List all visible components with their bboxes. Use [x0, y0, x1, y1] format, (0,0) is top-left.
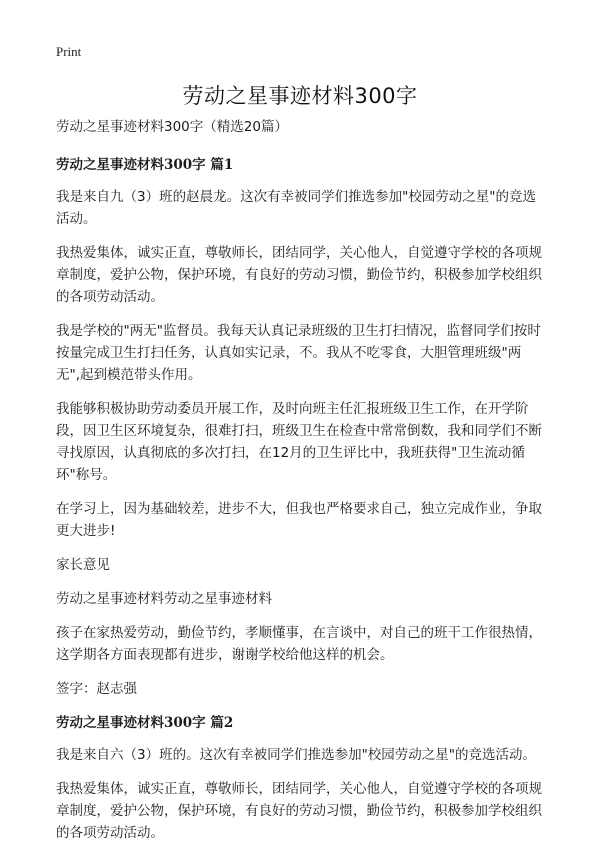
paragraph: 我是来自九（3）班的赵晨龙。这次有幸被同学们推选参加"校园劳动之星"的竞选活动。 — [56, 189, 537, 227]
paragraph: 我热爱集体，诚实正直，尊敬师长，团结同学，关心他人，自觉遵守学校的各项规章制度，爱护公物，保护环境，有良好的劳动习惯，勤俭节约，积极参加学校组织的各项劳动活动。 — [56, 781, 542, 841]
paragraph: 我热爱集体，诚实正直，尊敬师长，团结同学，关心他人，自觉遵守学校的各项规章制度，爱护公物，保护环境，有良好的劳动习惯，勤俭节约，积极参加学校组织的各项劳动活动。 — [56, 245, 542, 305]
print-link[interactable]: Print — [56, 44, 82, 59]
paragraph: 我能够积极协助劳动委员开展工作，及时向班主任汇报班级卫生工作，在开学阶段，因卫生区环境复杂，很难打扫，班级卫生在检查中常常倒数，我和同学们不断寻找原因，认真彻底的多次打扫，在12月的卫生评比中，我班获得"卫生流动循环"称号。 — [56, 401, 542, 483]
document-body — [56, 116, 544, 856]
paragraph: 我是来自六（3）班的。这次有幸被同学们推选参加"校园劳动之星"的竞选活动。 — [56, 747, 537, 763]
document-subtitle: 劳动之星事迹材料300字（精选20篇） — [56, 119, 288, 135]
paragraph: 孩子在家热爱劳动，勤俭节约，孝顺懂事，在言谈中，对自己的班干工作很热情，这学期各方面表现都有进步，谢谢学校给他这样的机会。 — [56, 625, 542, 663]
paragraph: 劳动之星事迹材料劳动之星事迹材料 — [56, 591, 272, 607]
paragraph: 我是学校的"两无"监督员。我每天认真记录班级的卫生打扫情况，监督同学们按时按量完成卫生打扫任务，认真如实记录，不。我从不吃零食，大胆管理班级"两无",起到模范带头作用。 — [56, 323, 541, 383]
section-2 — [56, 712, 544, 844]
section-heading: 劳动之星事迹材料300字 篇2 — [56, 715, 234, 731]
section-1 — [56, 154, 544, 700]
section-heading: 劳动之星事迹材料300字 篇1 — [56, 157, 234, 173]
paragraph: 在学习上，因为基础较差，进步不大，但我也严格要求自己，独立完成作业，争取更大进步! — [56, 501, 542, 539]
document-title: 劳动之星事迹材料300字 — [182, 84, 418, 108]
paragraph: 签字：赵志强 — [56, 681, 137, 697]
paragraph: 家长意见 — [56, 557, 110, 573]
